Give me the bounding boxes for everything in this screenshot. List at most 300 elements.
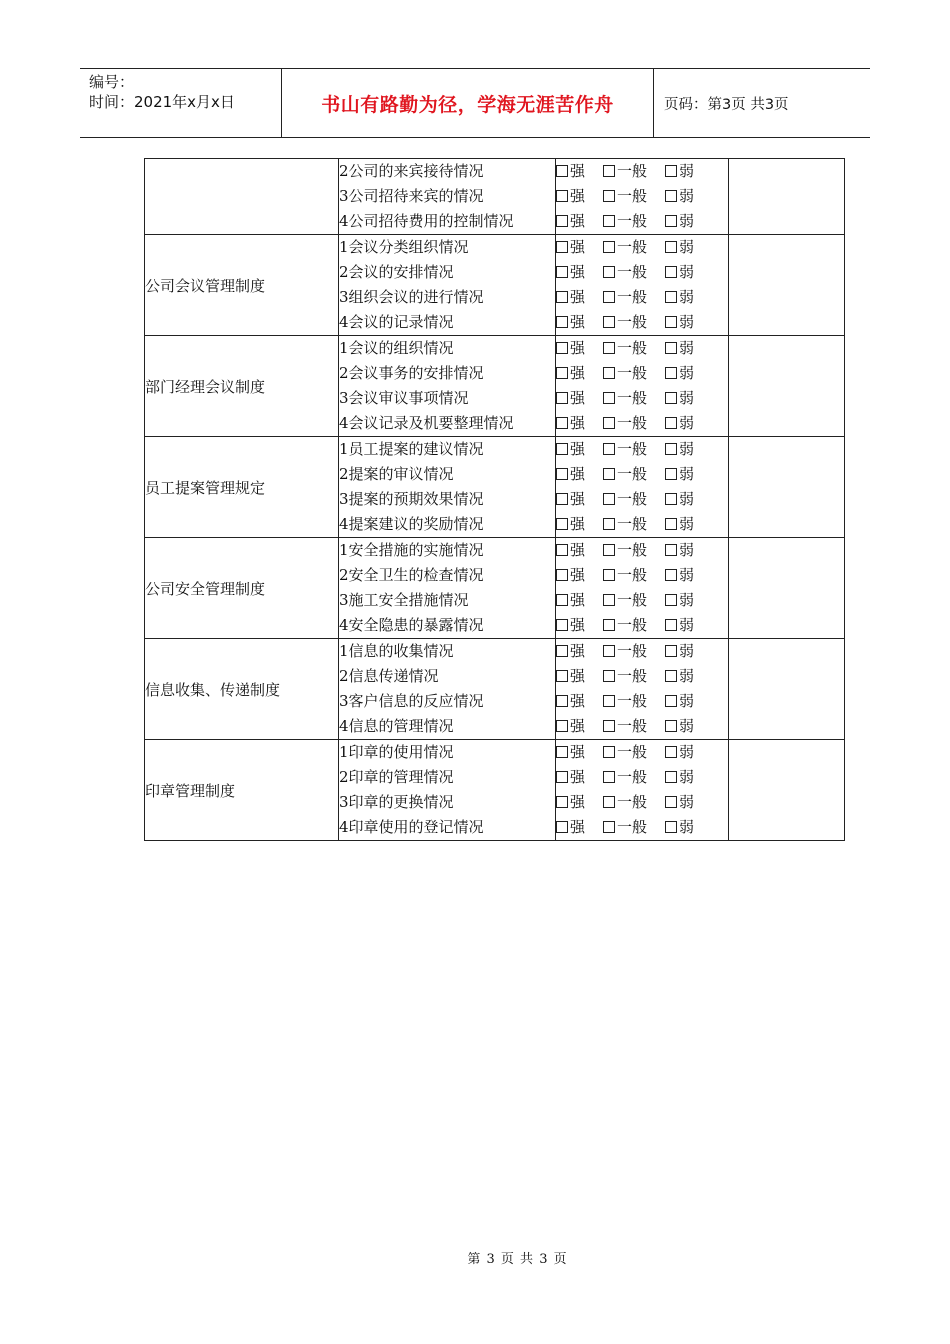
- checkbox-icon[interactable]: [603, 367, 615, 379]
- checkbox-icon[interactable]: [603, 746, 615, 758]
- rating-option[interactable]: [603, 512, 647, 537]
- items-cell: [339, 639, 556, 740]
- rating-options: [556, 336, 728, 361]
- rating-option-label: 弱: [679, 515, 695, 533]
- rating-option-label: 弱: [679, 768, 695, 786]
- checkbox-icon[interactable]: [603, 695, 615, 707]
- category-cell: [145, 159, 339, 235]
- rating-option[interactable]: [665, 437, 694, 462]
- rating-option[interactable]: [665, 740, 694, 765]
- check-item-label: 4会议记录及机要整理情况: [339, 414, 514, 432]
- rating-option-label: 一般: [617, 364, 648, 382]
- checkbox-icon[interactable]: [665, 291, 677, 303]
- category-cell: [145, 235, 339, 336]
- rating-option-label: 弱: [679, 616, 695, 634]
- rating-option-label: 弱: [679, 339, 695, 357]
- checkbox-icon[interactable]: [665, 342, 677, 354]
- rating-cell: [556, 740, 729, 841]
- rating-option[interactable]: [665, 588, 694, 613]
- rating-option-label: 强: [570, 187, 586, 205]
- rating-option[interactable]: [665, 790, 694, 815]
- rating-option[interactable]: [603, 639, 647, 664]
- checkbox-icon[interactable]: [603, 594, 615, 606]
- page-footer: 第 3 页 共 3 页: [467, 1252, 568, 1267]
- check-item-label: 1员工提案的建议情况: [339, 440, 484, 458]
- checkbox-icon[interactable]: [665, 594, 677, 606]
- rating-option-label: 一般: [617, 743, 648, 761]
- category-cell: [145, 538, 339, 639]
- rating-option[interactable]: [603, 159, 647, 184]
- items-cell: [339, 235, 556, 336]
- check-item-label: 3客户信息的反应情况: [339, 692, 484, 710]
- checkbox-icon[interactable]: [556, 266, 568, 278]
- rating-option-label: 一般: [617, 313, 648, 331]
- checkbox-icon[interactable]: [603, 619, 615, 631]
- rating-option[interactable]: [603, 613, 647, 638]
- evaluation-table: [144, 158, 845, 841]
- checkbox-icon[interactable]: [556, 241, 568, 253]
- category-label: 员工提案管理规定: [145, 478, 266, 497]
- rating-options: [556, 361, 728, 386]
- rating-options: [556, 740, 728, 765]
- checkbox-icon[interactable]: [665, 544, 677, 556]
- checkbox-icon[interactable]: [665, 771, 677, 783]
- checkbox-icon[interactable]: [556, 316, 568, 328]
- rating-option[interactable]: [665, 512, 694, 537]
- rating-option[interactable]: [556, 538, 585, 563]
- rating-option[interactable]: [556, 639, 585, 664]
- rating-option-label: 一般: [617, 667, 648, 685]
- rating-options: [556, 411, 728, 436]
- rating-option-label: 一般: [617, 642, 648, 660]
- remarks-cell[interactable]: [729, 235, 845, 336]
- rating-options: [556, 184, 728, 209]
- category-label: 公司安全管理制度: [145, 579, 266, 598]
- checkbox-icon[interactable]: [603, 645, 615, 657]
- rating-options: [556, 512, 728, 537]
- rating-options: [556, 487, 728, 512]
- remarks-cell[interactable]: [729, 538, 845, 639]
- check-item-label: 2公司的来宾接待情况: [339, 162, 484, 180]
- rating-option-label: 一般: [617, 793, 648, 811]
- rating-option[interactable]: [556, 512, 585, 537]
- remarks-cell[interactable]: [729, 639, 845, 740]
- rating-option[interactable]: [603, 285, 647, 310]
- check-item-label: 3施工安全措施情况: [339, 591, 469, 609]
- rating-option-label: 一般: [617, 515, 648, 533]
- rating-option-label: 强: [570, 818, 586, 836]
- table-row: [145, 336, 845, 437]
- checkbox-icon[interactable]: [665, 468, 677, 480]
- rating-option[interactable]: [556, 260, 585, 285]
- rating-option[interactable]: [665, 714, 694, 739]
- checkbox-icon[interactable]: [665, 670, 677, 682]
- checkbox-icon[interactable]: [665, 266, 677, 278]
- rating-option[interactable]: [603, 361, 647, 386]
- rating-option[interactable]: [603, 538, 647, 563]
- rating-options: [556, 462, 728, 487]
- rating-option[interactable]: [603, 310, 647, 335]
- document-number-label: 编号：: [89, 73, 135, 91]
- check-item-label: 2会议事务的安排情况: [339, 364, 484, 382]
- rating-option[interactable]: [603, 765, 647, 790]
- checkbox-icon[interactable]: [603, 342, 615, 354]
- header-page-info: 页码：第3页 共3页: [664, 96, 789, 113]
- rating-option-label: 弱: [679, 692, 695, 710]
- rating-cell: [556, 235, 729, 336]
- checkbox-icon[interactable]: [556, 720, 568, 732]
- checkbox-icon[interactable]: [556, 215, 568, 227]
- rating-option[interactable]: [556, 714, 585, 739]
- checkbox-icon[interactable]: [556, 165, 568, 177]
- rating-option[interactable]: [665, 613, 694, 638]
- rating-options: [556, 563, 728, 588]
- checkbox-icon[interactable]: [556, 771, 568, 783]
- rating-option-label: 强: [570, 743, 586, 761]
- rating-option-label: 弱: [679, 414, 695, 432]
- category-cell: [145, 740, 339, 841]
- checkbox-icon[interactable]: [556, 569, 568, 581]
- checkbox-icon[interactable]: [603, 190, 615, 202]
- rating-cell: [556, 639, 729, 740]
- header-motto: 书山有路勤为径，学海无涯苦作舟: [321, 93, 614, 116]
- rating-option[interactable]: [665, 639, 694, 664]
- rating-option[interactable]: [603, 563, 647, 588]
- header-meta-cell: [80, 69, 282, 137]
- remarks-cell[interactable]: [729, 740, 845, 841]
- rating-option[interactable]: [665, 386, 694, 411]
- rating-option-label: 强: [570, 490, 586, 508]
- checkbox-icon[interactable]: [603, 720, 615, 732]
- rating-option-label: 弱: [679, 440, 695, 458]
- check-item-label: 3组织会议的进行情况: [339, 288, 484, 306]
- checkbox-icon[interactable]: [603, 316, 615, 328]
- page-header: [80, 68, 870, 138]
- rating-options: [556, 714, 728, 739]
- rating-option[interactable]: [665, 538, 694, 563]
- rating-option[interactable]: [556, 235, 585, 260]
- check-item-label: 1安全措施的实施情况: [339, 541, 484, 559]
- rating-option-label: 弱: [679, 263, 695, 281]
- rating-option-label: 一般: [617, 162, 648, 180]
- checkbox-icon[interactable]: [603, 266, 615, 278]
- rating-option-label: 弱: [679, 591, 695, 609]
- rating-option-label: 弱: [679, 717, 695, 735]
- checkbox-icon[interactable]: [556, 291, 568, 303]
- checkbox-icon[interactable]: [665, 165, 677, 177]
- checkbox-icon[interactable]: [556, 821, 568, 833]
- rating-options: [556, 235, 728, 260]
- rating-option[interactable]: [556, 159, 585, 184]
- rating-option[interactable]: [556, 613, 585, 638]
- rating-option[interactable]: [603, 487, 647, 512]
- rating-option-label: 一般: [617, 212, 648, 230]
- rating-option-label: 强: [570, 566, 586, 584]
- rating-option-label: 弱: [679, 818, 695, 836]
- rating-option[interactable]: [603, 437, 647, 462]
- rating-option[interactable]: [603, 714, 647, 739]
- rating-option[interactable]: [556, 310, 585, 335]
- table-row: [145, 740, 845, 841]
- checkbox-icon[interactable]: [556, 695, 568, 707]
- rating-option[interactable]: [603, 815, 647, 840]
- checkbox-icon[interactable]: [603, 493, 615, 505]
- check-item-label: 2安全卫生的检查情况: [339, 566, 484, 584]
- table-row: [145, 437, 845, 538]
- rating-options: [556, 765, 728, 790]
- rating-option[interactable]: [556, 361, 585, 386]
- checkbox-icon[interactable]: [556, 392, 568, 404]
- checkbox-icon[interactable]: [665, 316, 677, 328]
- checkbox-icon[interactable]: [665, 215, 677, 227]
- checkbox-icon[interactable]: [665, 443, 677, 455]
- checkbox-icon[interactable]: [665, 518, 677, 530]
- checkbox-icon[interactable]: [603, 468, 615, 480]
- check-item-label: 1会议分类组织情况: [339, 238, 469, 256]
- remarks-cell[interactable]: [729, 437, 845, 538]
- check-item-label: 3印章的更换情况: [339, 793, 454, 811]
- checkbox-icon[interactable]: [665, 720, 677, 732]
- rating-option[interactable]: [603, 209, 647, 234]
- rating-option-label: 一般: [617, 465, 648, 483]
- rating-option-label: 强: [570, 793, 586, 811]
- category-cell: [145, 336, 339, 437]
- rating-option[interactable]: [603, 588, 647, 613]
- rating-options: [556, 310, 728, 335]
- checkbox-icon[interactable]: [556, 342, 568, 354]
- checkbox-icon[interactable]: [603, 392, 615, 404]
- check-item-label: 1会议的组织情况: [339, 339, 454, 357]
- checkbox-icon[interactable]: [665, 493, 677, 505]
- category-label: 部门经理会议制度: [145, 377, 266, 396]
- rating-option[interactable]: [665, 336, 694, 361]
- rating-option[interactable]: [556, 765, 585, 790]
- rating-option[interactable]: [665, 487, 694, 512]
- checkbox-icon[interactable]: [556, 645, 568, 657]
- rating-option-label: 弱: [679, 389, 695, 407]
- checkbox-icon[interactable]: [556, 493, 568, 505]
- checkbox-icon[interactable]: [603, 443, 615, 455]
- rating-options: [556, 790, 728, 815]
- remarks-cell[interactable]: [729, 159, 845, 235]
- rating-option[interactable]: [665, 411, 694, 436]
- rating-option[interactable]: [556, 336, 585, 361]
- remarks-cell[interactable]: [729, 336, 845, 437]
- rating-options: [556, 664, 728, 689]
- rating-option[interactable]: [556, 588, 585, 613]
- rating-option-label: 弱: [679, 364, 695, 382]
- rating-option-label: 弱: [679, 490, 695, 508]
- check-item-label: 2印章的管理情况: [339, 768, 454, 786]
- checkbox-icon[interactable]: [603, 518, 615, 530]
- rating-option[interactable]: [665, 462, 694, 487]
- category-cell: [145, 437, 339, 538]
- check-item-label: 3公司招待来宾的情况: [339, 187, 484, 205]
- rating-option-label: 一般: [617, 288, 648, 306]
- rating-option-label: 一般: [617, 339, 648, 357]
- rating-option-label: 弱: [679, 667, 695, 685]
- checkbox-icon[interactable]: [665, 645, 677, 657]
- rating-option[interactable]: [556, 437, 585, 462]
- items-cell: [339, 159, 556, 235]
- rating-option[interactable]: [556, 411, 585, 436]
- rating-option[interactable]: [556, 487, 585, 512]
- rating-options: [556, 538, 728, 563]
- checkbox-icon[interactable]: [556, 367, 568, 379]
- rating-option[interactable]: [665, 664, 694, 689]
- rating-option[interactable]: [603, 689, 647, 714]
- table-row: [145, 538, 845, 639]
- check-item-label: 3提案的预期效果情况: [339, 490, 484, 508]
- rating-option-label: 强: [570, 339, 586, 357]
- checkbox-icon[interactable]: [665, 367, 677, 379]
- rating-options: [556, 159, 728, 184]
- rating-option[interactable]: [556, 815, 585, 840]
- checkbox-icon[interactable]: [556, 443, 568, 455]
- rating-option[interactable]: [556, 209, 585, 234]
- check-item-label: 4印章使用的登记情况: [339, 818, 484, 836]
- rating-options: [556, 815, 728, 840]
- rating-options: [556, 613, 728, 638]
- rating-option[interactable]: [556, 285, 585, 310]
- checkbox-icon[interactable]: [665, 417, 677, 429]
- checkbox-icon[interactable]: [556, 594, 568, 606]
- rating-option[interactable]: [665, 184, 694, 209]
- checkbox-icon[interactable]: [603, 417, 615, 429]
- checkbox-icon[interactable]: [556, 619, 568, 631]
- rating-option[interactable]: [665, 260, 694, 285]
- checkbox-icon[interactable]: [603, 771, 615, 783]
- rating-option[interactable]: [603, 260, 647, 285]
- checkbox-icon[interactable]: [665, 190, 677, 202]
- rating-option[interactable]: [603, 235, 647, 260]
- rating-option-label: 强: [570, 238, 586, 256]
- rating-options: [556, 386, 728, 411]
- check-item-label: 4会议的记录情况: [339, 313, 454, 331]
- document-date-label: 时间：2021年x月x日: [89, 93, 235, 111]
- checkbox-icon[interactable]: [603, 544, 615, 556]
- checkbox-icon[interactable]: [556, 796, 568, 808]
- rating-option[interactable]: [603, 664, 647, 689]
- rating-option[interactable]: [665, 765, 694, 790]
- checkbox-icon[interactable]: [603, 215, 615, 227]
- rating-option[interactable]: [556, 740, 585, 765]
- checkbox-icon[interactable]: [603, 165, 615, 177]
- rating-option[interactable]: [665, 815, 694, 840]
- rating-option[interactable]: [556, 689, 585, 714]
- category-label: 公司会议管理制度: [145, 276, 266, 295]
- header-page-cell: [654, 69, 870, 137]
- rating-options: [556, 639, 728, 664]
- checkbox-icon[interactable]: [603, 670, 615, 682]
- rating-option-label: 一般: [617, 490, 648, 508]
- checkbox-icon[interactable]: [665, 695, 677, 707]
- rating-option[interactable]: [665, 159, 694, 184]
- table-row: [145, 235, 845, 336]
- items-cell: [339, 336, 556, 437]
- items-cell: [339, 740, 556, 841]
- checkbox-icon[interactable]: [556, 518, 568, 530]
- checkbox-icon[interactable]: [556, 670, 568, 682]
- checkbox-icon[interactable]: [603, 291, 615, 303]
- rating-option-label: 弱: [679, 238, 695, 256]
- rating-option[interactable]: [665, 235, 694, 260]
- rating-option[interactable]: [603, 386, 647, 411]
- rating-option[interactable]: [556, 790, 585, 815]
- checkbox-icon[interactable]: [603, 796, 615, 808]
- checkbox-icon[interactable]: [603, 569, 615, 581]
- check-item-label: 2提案的审议情况: [339, 465, 454, 483]
- items-cell: [339, 437, 556, 538]
- checkbox-icon[interactable]: [556, 417, 568, 429]
- rating-option[interactable]: [603, 411, 647, 436]
- rating-option-label: 强: [570, 313, 586, 331]
- rating-option-label: 强: [570, 263, 586, 281]
- checkbox-icon[interactable]: [556, 544, 568, 556]
- checkbox-icon[interactable]: [665, 746, 677, 758]
- rating-option-label: 一般: [617, 414, 648, 432]
- rating-option[interactable]: [556, 184, 585, 209]
- rating-option[interactable]: [603, 184, 647, 209]
- rating-option-label: 一般: [617, 616, 648, 634]
- rating-option-label: 强: [570, 717, 586, 735]
- rating-option-label: 弱: [679, 313, 695, 331]
- checkbox-icon[interactable]: [603, 241, 615, 253]
- header-motto-cell: [282, 69, 654, 137]
- rating-option[interactable]: [556, 664, 585, 689]
- rating-option-label: 弱: [679, 187, 695, 205]
- rating-option[interactable]: [665, 285, 694, 310]
- checkbox-icon[interactable]: [665, 241, 677, 253]
- rating-cell: [556, 336, 729, 437]
- checkbox-icon[interactable]: [665, 392, 677, 404]
- rating-option-label: 一般: [617, 591, 648, 609]
- rating-option[interactable]: [603, 790, 647, 815]
- rating-option[interactable]: [665, 310, 694, 335]
- checkbox-icon[interactable]: [665, 619, 677, 631]
- rating-option[interactable]: [603, 740, 647, 765]
- checkbox-icon[interactable]: [665, 796, 677, 808]
- rating-option[interactable]: [603, 336, 647, 361]
- checkbox-icon[interactable]: [665, 569, 677, 581]
- checkbox-icon[interactable]: [556, 468, 568, 480]
- checkbox-icon[interactable]: [665, 821, 677, 833]
- checkbox-icon[interactable]: [556, 746, 568, 758]
- checkbox-icon[interactable]: [603, 821, 615, 833]
- rating-option[interactable]: [556, 462, 585, 487]
- rating-options: [556, 285, 728, 310]
- rating-option[interactable]: [665, 689, 694, 714]
- rating-option-label: 强: [570, 364, 586, 382]
- category-label: 信息收集、传递制度: [145, 680, 281, 699]
- rating-option[interactable]: [665, 361, 694, 386]
- checkbox-icon[interactable]: [556, 190, 568, 202]
- rating-option[interactable]: [665, 563, 694, 588]
- rating-option[interactable]: [556, 563, 585, 588]
- rating-option-label: 弱: [679, 288, 695, 306]
- check-item-label: 1印章的使用情况: [339, 743, 454, 761]
- rating-option[interactable]: [556, 386, 585, 411]
- rating-option-label: 一般: [617, 440, 648, 458]
- category-label: 印章管理制度: [145, 781, 236, 800]
- rating-cell: [556, 437, 729, 538]
- rating-option[interactable]: [603, 462, 647, 487]
- check-item-label: 4安全隐患的暴露情况: [339, 616, 484, 634]
- rating-option[interactable]: [665, 209, 694, 234]
- rating-option-label: 一般: [617, 541, 648, 559]
- rating-options: [556, 689, 728, 714]
- rating-option-label: 弱: [679, 212, 695, 230]
